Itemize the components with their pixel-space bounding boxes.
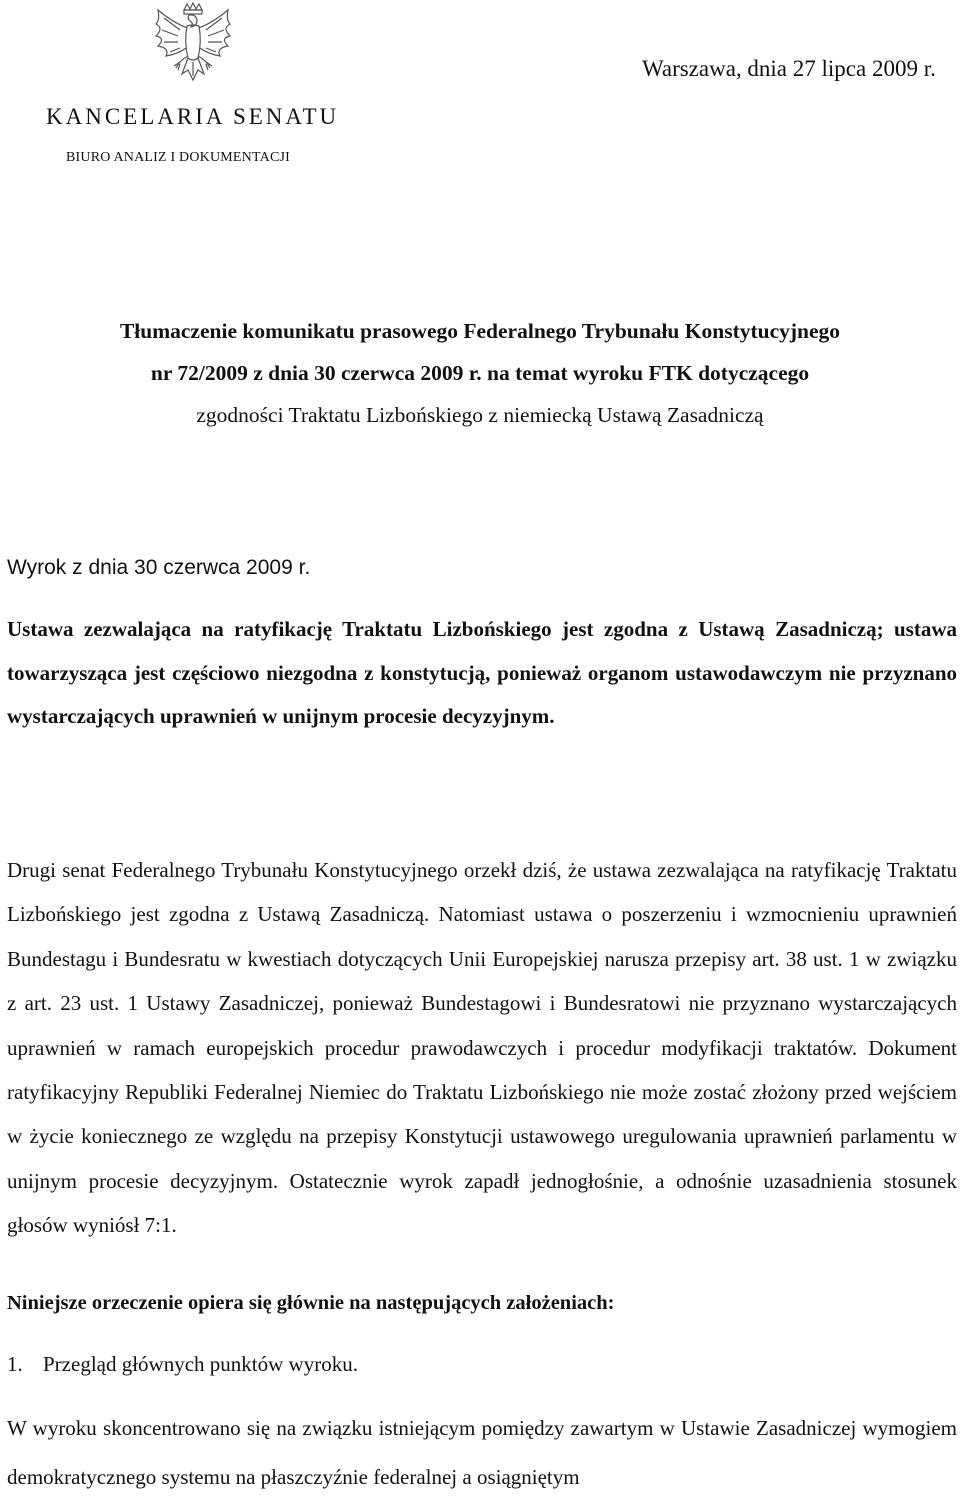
summary-paragraph: Ustawa zezwalająca na ratyfikację Traktatu Lizbońskiego jest zgodna z Ustawą Zasadniczą; ustawa towarzysząca jest częściowo niezgodna z konstytucją, ponieważ organom ustawodawczym nie przyznano wystarczających uprawnień w unijnym procesie decyzyjnym.	[7, 617, 957, 728]
document-date: Warszawa, dnia 27 lipca 2009 r.	[642, 56, 936, 81]
emblem	[150, 2, 236, 90]
list-item	[7, 1352, 358, 1377]
judgment-date-heading: Wyrok z dnia 30 czerwca 2009 r.	[7, 556, 311, 579]
title-line-3: zgodności Traktatu Lizbońskiego z niemiecką Ustawą Zasadniczą	[196, 403, 764, 427]
closing-paragraph: W wyroku skoncentrowano się na związku istniejącym pomiędzy zawartym w Ustawie Zasadniczej wymogiem demokratycznego systemu na płaszczyźnie federalnej a osiągniętym	[7, 1416, 957, 1489]
eagle-icon	[150, 2, 236, 90]
principles-heading: Niniejsze orzeczenie opiera się głównie na następujących założeniach:	[7, 1292, 615, 1314]
list-item-text: Przegląd głównych punktów wyroku.	[43, 1352, 358, 1376]
title-line-1: Tłumaczenie komunikatu prasowego Federalnego Trybunału Konstytucyjnego	[119, 319, 841, 343]
title-line-2: nr 72/2009 z dnia 30 czerwca 2009 r. na temat wyroku FTK dotyczącego	[150, 361, 810, 385]
document-title	[0, 310, 960, 436]
body-paragraph: Drugi senat Federalnego Trybunału Konstytucyjnego orzekł dziś, że ustawa zezwalająca na ratyfikację Traktatu Lizbońskiego jest zgodna z Ustawą Zasadniczą. Natomiast ustawa o poszerzeniu i wzmocnieniu uprawnień Bundestagu i Bundesratu w kwestiach dotyczących Unii Europejskiej narusza przepisy art. 38 ust. 1 w związku z art. 23 ust. 1 Ustawy Zasadniczej, ponieważ Bundestagowi i Bundesratowi nie przyznano wystarczających uprawnień w ramach europejskich procedur prawodawczych i procedur modyfikacji traktatów. Dokument ratyfikacyjny Republiki Federalnej Niemiec do Traktatu Lizbońskiego nie może zostać złożony przed wejściem w życie koniecznego ze względu na przepisy Konstytucji ustawowego uregulowania uprawnień parlamentu w unijnym procesie decyzyjnym. Ostatecznie wyrok zapadł jednogłośnie, a odnośnie uzasadnienia stosunek głosów wyniósł 7:1.	[7, 858, 957, 1238]
institution-name: KANCELARIA SENATU	[46, 104, 340, 129]
department-name: BIURO ANALIZ I DOKUMENTACJI	[66, 150, 290, 165]
list-item-number: 1.	[7, 1352, 23, 1376]
